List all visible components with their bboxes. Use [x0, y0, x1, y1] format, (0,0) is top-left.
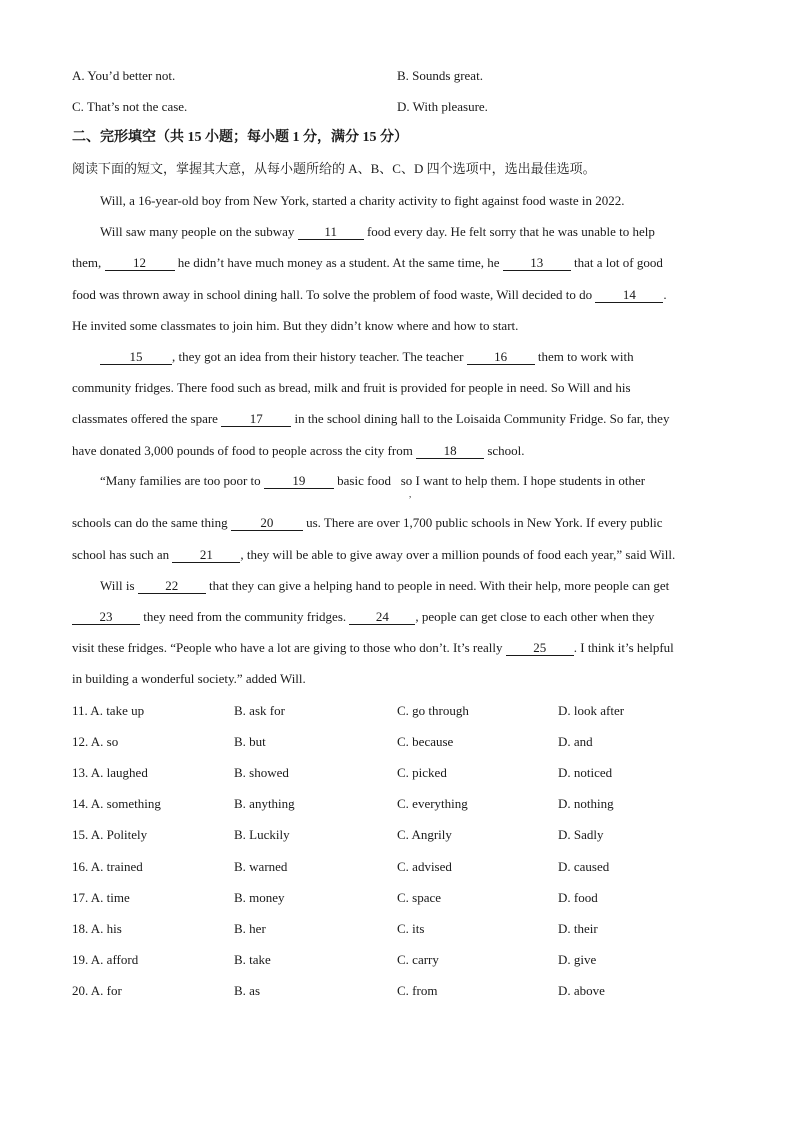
- passage-text: in the school dining hall to the Loisaida Community Fridge. So far, they: [291, 411, 670, 426]
- q13-option-b: B. showed: [234, 765, 289, 780]
- passage-line-12: [72, 547, 675, 563]
- q20-option-d: D. above: [558, 983, 605, 998]
- passage-line-10: [100, 473, 645, 489]
- blank-25: 25: [506, 641, 574, 656]
- passage-text: . I think it’s helpful: [573, 640, 674, 655]
- blank-12: 12: [105, 256, 175, 271]
- q18-option-b: B. her: [234, 921, 266, 936]
- passage-text: Will, a 16-year-old boy from New York, started a charity activity to fight against food waste in 2022.: [100, 193, 625, 208]
- passage-text: in building a wonderful society.” added Will.: [72, 671, 306, 686]
- passage-text: community fridges. There food such as bread, milk and fruit is provided for people in need. So Will and his: [72, 380, 631, 395]
- passage-line-16: [72, 671, 306, 687]
- passage-text: so I want to help them. I hope students in other: [400, 473, 646, 488]
- q14-option-b: B. anything: [234, 796, 295, 811]
- q14-option-d: D. nothing: [558, 796, 614, 811]
- q16-option-d: D. caused: [558, 859, 610, 874]
- passage-line-4: [72, 287, 667, 303]
- passage-text: Will is: [100, 578, 138, 593]
- q12-option-b: B. but: [234, 734, 266, 749]
- q14-option-a: 14. A. something: [72, 796, 161, 811]
- blank-24: 24: [349, 610, 415, 625]
- blank-11: 11: [298, 225, 364, 240]
- q20-option-b: B. as: [234, 983, 260, 998]
- passage-line-3: [72, 255, 663, 271]
- q18-option-a: 18. A. his: [72, 921, 122, 936]
- q15-option-a: 15. A. Politely: [72, 827, 148, 842]
- passage-text: that they can give a helping hand to people in need. With their help, more people can get: [205, 578, 670, 593]
- q17-option-c: C. space: [397, 890, 442, 905]
- passage-text: food was thrown away in school dining hall. To solve the problem of food waste, Will decided to do: [72, 287, 596, 302]
- blank-15: 15: [100, 350, 172, 365]
- passage-text: , people can get close to each other when they: [415, 609, 655, 624]
- q15-option-b: B. Luckily: [234, 827, 290, 842]
- section-heading: 二、完形填空（共 15 小题；每小题 1 分，满分 15 分）: [72, 130, 408, 145]
- passage-line-13: [100, 578, 669, 594]
- q13-option-c: C. picked: [397, 765, 447, 780]
- passage-text: them,: [72, 255, 105, 270]
- q17-option-d: D. food: [558, 890, 598, 905]
- prev-option-d: D. With pleasure.: [397, 99, 488, 114]
- passage-text: have donated 3,000 pounds of food to people across the city from: [72, 443, 417, 458]
- q20-option-a: 20. A. for: [72, 983, 122, 998]
- passage-line-1: [100, 193, 625, 209]
- passage-text: basic food: [333, 473, 391, 488]
- q12-option-a: 12. A. so: [72, 734, 119, 749]
- q13-option-d: D. noticed: [558, 765, 613, 780]
- passage-line-11: [72, 515, 663, 531]
- passage-line-8: [72, 411, 669, 427]
- passage-line-5: [72, 318, 518, 334]
- prev-option-c: C. That’s not the case.: [72, 99, 188, 114]
- passage-text: He invited some classmates to join him. But they didn’t know where and how to start.: [72, 318, 519, 333]
- passage-line-6: [100, 349, 634, 365]
- q17-option-b: B. money: [234, 890, 285, 905]
- prev-option-b: B. Sounds great.: [397, 68, 483, 83]
- passage-text: , they will be able to give away over a million pounds of food each year,” said Will.: [240, 547, 676, 562]
- blank-18: 18: [416, 444, 484, 459]
- q18-option-c: C. its: [397, 921, 425, 936]
- passage-line-9: [72, 443, 525, 459]
- q11-option-b: B. ask for: [234, 703, 285, 718]
- blank-16: 16: [467, 350, 535, 365]
- q19-option-c: C. carry: [397, 952, 439, 967]
- q20-option-c: C. from: [397, 983, 438, 998]
- passage-text: classmates offered the spare: [72, 411, 222, 426]
- passage-text: he didn’t have much money as a student. At the same time, he: [174, 255, 503, 270]
- passage-text: , they got an idea from their history teacher. The teacher: [172, 349, 467, 364]
- q12-option-c: C. because: [397, 734, 454, 749]
- q13-option-a: 13. A. laughed: [72, 765, 148, 780]
- q19-option-b: B. take: [234, 952, 271, 967]
- q16-option-a: 16. A. trained: [72, 859, 143, 874]
- blank-21: 21: [172, 548, 240, 563]
- blank-22: 22: [138, 579, 206, 594]
- q15-option-d: D. Sadly: [558, 827, 604, 842]
- blank-13: 13: [503, 256, 571, 271]
- prev-option-a: A. You’d better not.: [72, 68, 176, 83]
- passage-text: us. There are over 1,700 public schools in New York. If every public: [302, 515, 663, 530]
- blank-17: 17: [221, 412, 291, 427]
- q15-option-c: C. Angrily: [397, 827, 452, 842]
- q19-option-a: 19. A. afford: [72, 952, 139, 967]
- blank-20: 20: [231, 516, 303, 531]
- blank-19: 19: [264, 474, 334, 489]
- passage-line-7: [72, 380, 631, 396]
- q11-option-d: D. look after: [558, 703, 625, 718]
- q19-option-d: D. give: [558, 952, 597, 967]
- passage-text: they need from the community fridges.: [140, 609, 350, 624]
- passage-line-2: [100, 224, 655, 240]
- passage-text: “Many families are too poor to: [100, 473, 264, 488]
- passage-line-14: [72, 609, 654, 625]
- passage-text: that a lot of good: [570, 255, 663, 270]
- blank-14: 14: [595, 288, 663, 303]
- q16-option-b: B. warned: [234, 859, 288, 874]
- passage-text: schools can do the same thing: [72, 515, 231, 530]
- q14-option-c: C. everything: [397, 796, 468, 811]
- passage-text: .: [663, 287, 667, 302]
- passage-text: Will saw many people on the subway: [100, 224, 298, 239]
- passage-text: food every day. He felt sorry that he was unable to help: [363, 224, 655, 239]
- passage-text: them to work with: [534, 349, 634, 364]
- q16-option-c: C. advised: [397, 859, 452, 874]
- q17-option-a: 17. A. time: [72, 890, 130, 905]
- passage-text: visit these fridges. “People who have a lot are giving to those who don’t. It’s really: [72, 640, 506, 655]
- passage-text: school.: [484, 443, 525, 458]
- q11-option-a: 11. A. take up: [72, 703, 145, 718]
- stray-comma-mark: ,: [409, 489, 412, 499]
- q18-option-d: D. their: [558, 921, 598, 936]
- q11-option-c: C. go through: [397, 703, 469, 718]
- blank-23: 23: [72, 610, 140, 625]
- passage-line-15: [72, 640, 674, 656]
- section-instruction: 阅读下面的短文，掌握其大意，从每小题所给的 A、B、C、D 四个选项中，选出最佳选项。: [72, 161, 596, 176]
- passage-text: school has such an: [72, 547, 173, 562]
- q12-option-d: D. and: [558, 734, 593, 749]
